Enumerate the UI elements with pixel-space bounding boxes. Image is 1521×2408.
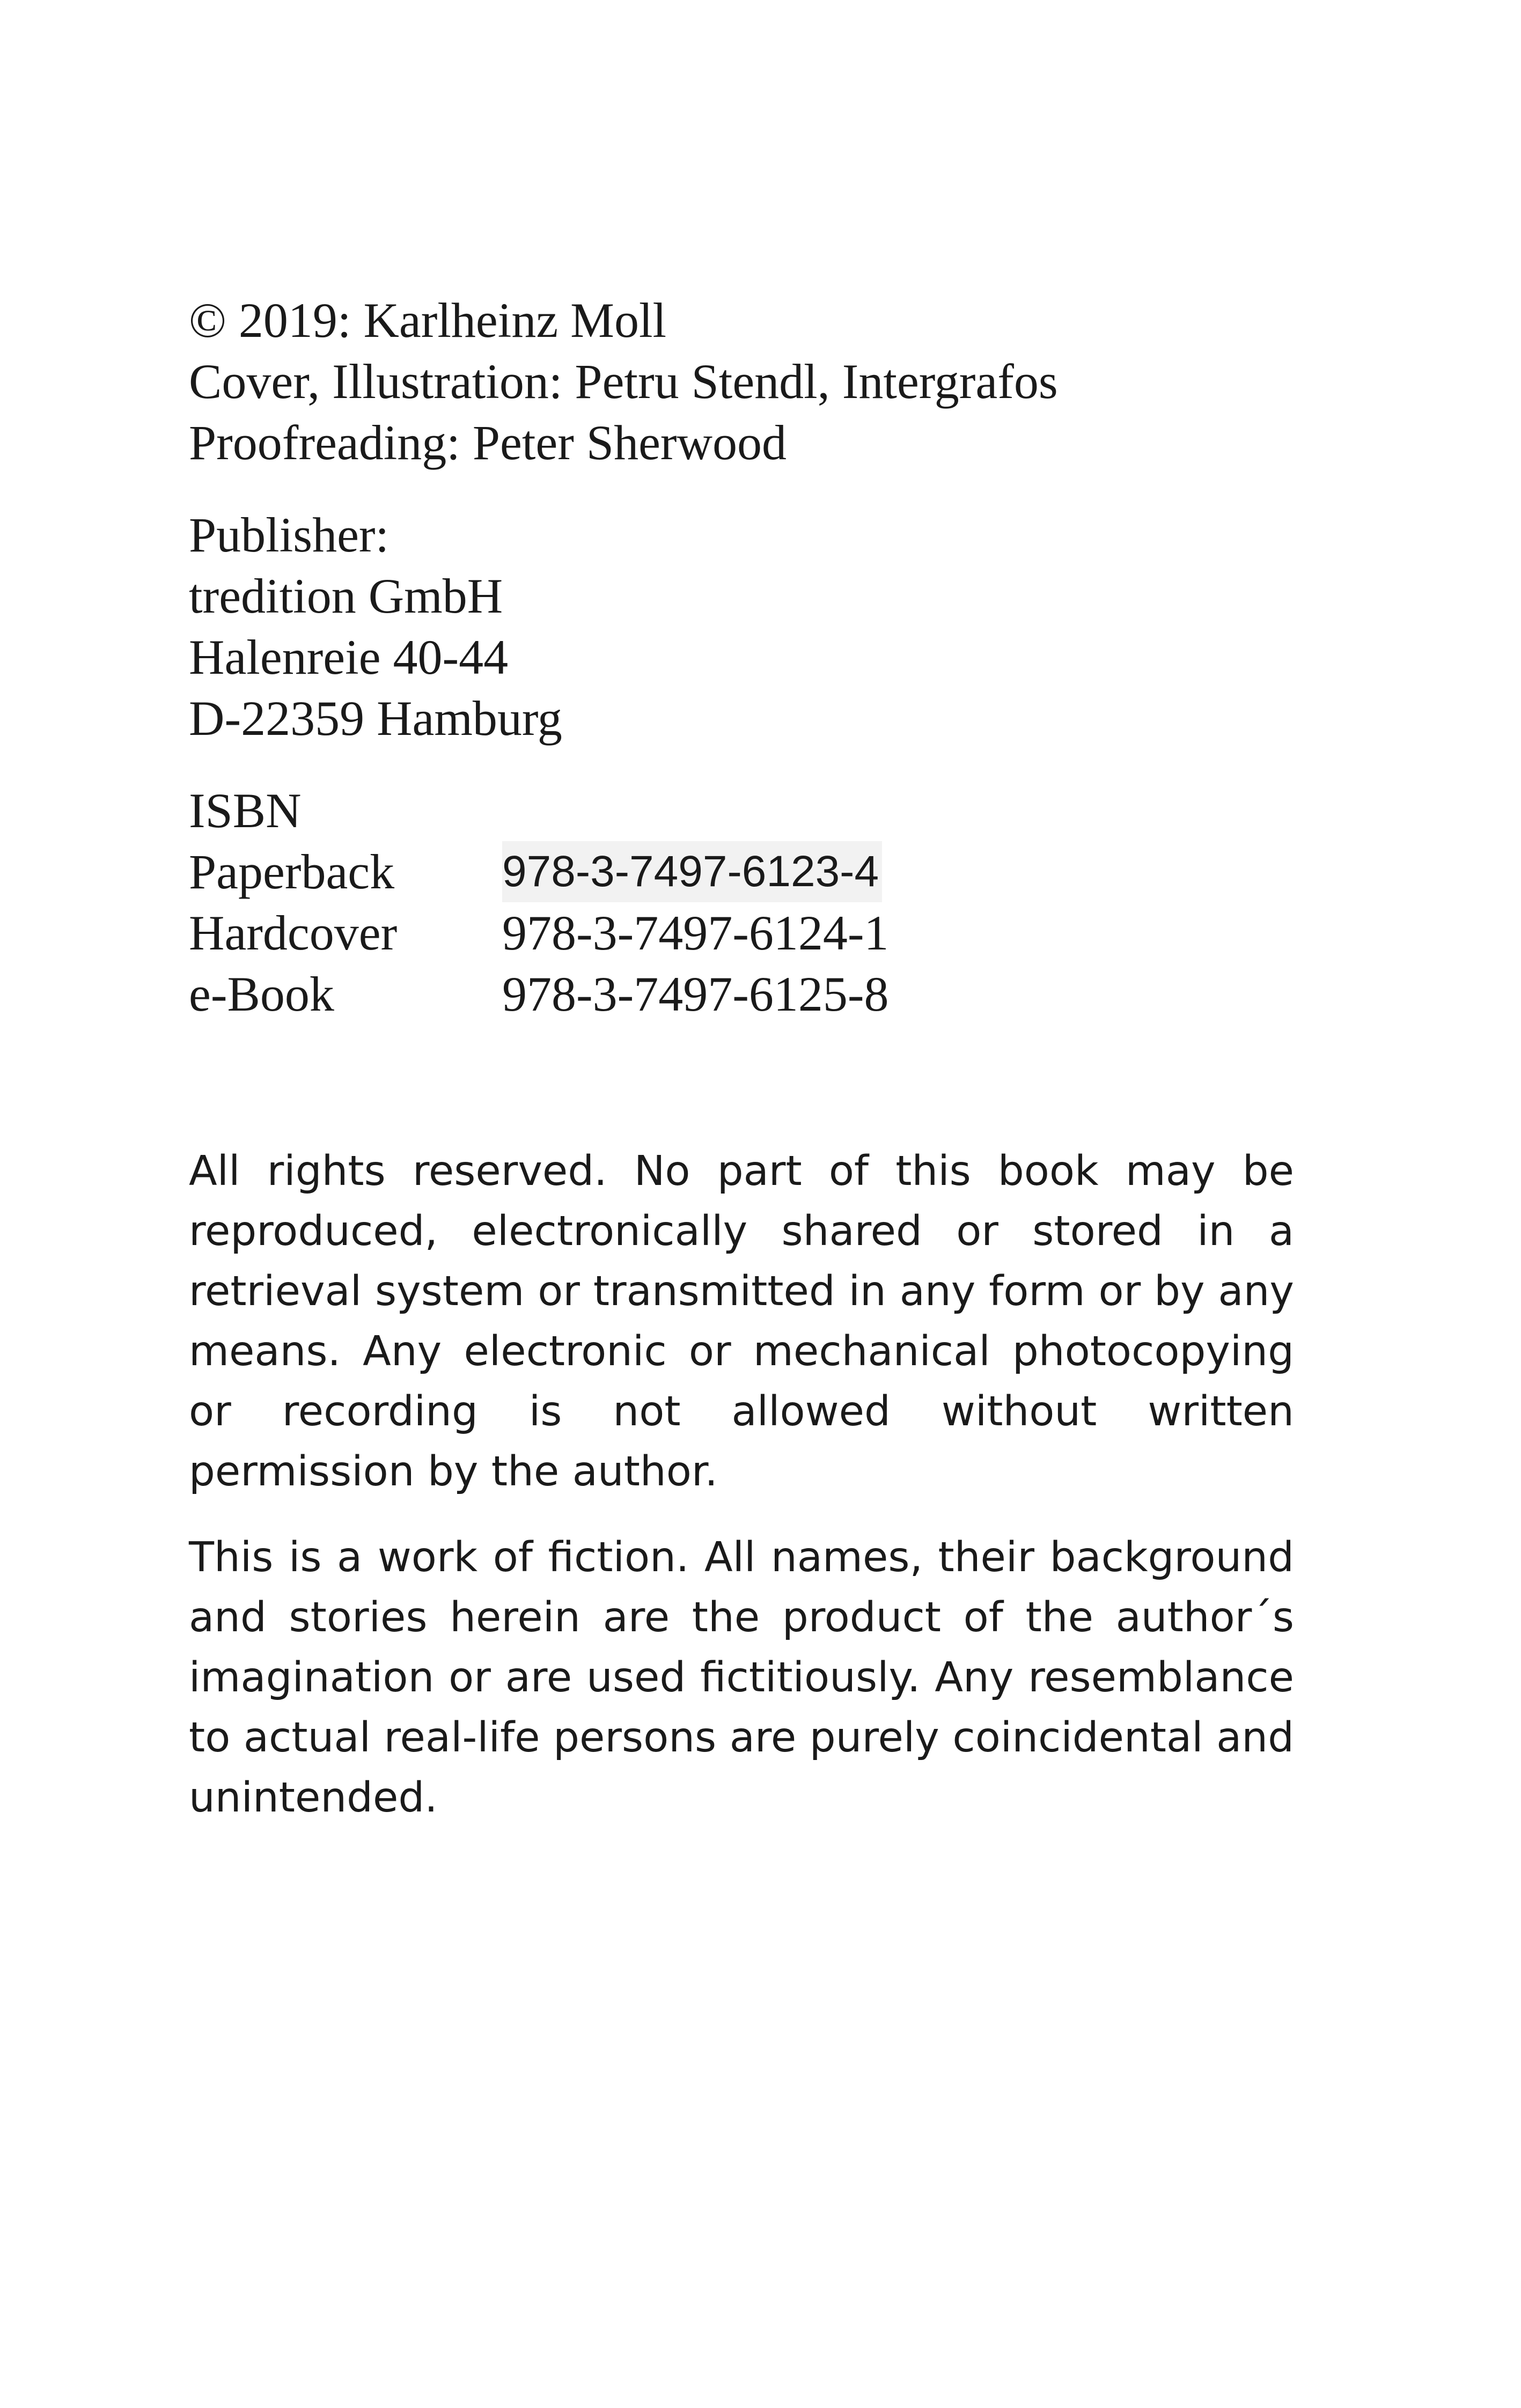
legal-notice bbox=[189, 1142, 1294, 1828]
isbn-number: 978-3-7497-6125-8 bbox=[502, 967, 889, 1021]
isbn-number: 978-3-7497-6124-1 bbox=[502, 905, 889, 960]
isbn-heading: ISBN bbox=[189, 783, 302, 838]
isbn-block bbox=[189, 780, 1294, 1025]
proofreading-credit-line: Proofreading: Peter Sherwood bbox=[189, 415, 787, 470]
isbn-number: 978-3-7497-6123-4 bbox=[502, 841, 882, 902]
isbn-row-paperback bbox=[189, 841, 1294, 902]
publisher-name: tredition GmbH bbox=[189, 569, 503, 623]
fiction-disclaimer-paragraph: This is a work of fiction. All names, their background and stories herein are the product of the author´s imagination or are used fictitiously. Any resemblance to actual real-life persons are purely coincidental and unintended. bbox=[189, 1534, 1294, 1822]
cover-credit-line: Cover, Illustration: Petru Stendl, Intergrafos bbox=[189, 354, 1058, 409]
imprint-page bbox=[189, 290, 1294, 1025]
isbn-format-label: e-Book bbox=[189, 967, 334, 1021]
isbn-format-label: Hardcover bbox=[189, 905, 398, 960]
publisher-city: D-22359 Hamburg bbox=[189, 691, 562, 746]
rights-paragraph: All rights reserved. No part of this book may be reproduced, electronically shared or stored in a retrieval system or transmitted in any form or by any means. Any electronic or mechanical photocopying or recording is not allowed without written permission by the author. bbox=[189, 1147, 1294, 1496]
isbn-row-hardcover bbox=[189, 902, 1294, 963]
publisher-heading: Publisher: bbox=[189, 507, 390, 562]
isbn-format-label: Paperback bbox=[189, 844, 395, 899]
copyright-line: © 2019: Karlheinz Moll bbox=[189, 293, 667, 348]
isbn-row-ebook bbox=[189, 963, 1294, 1025]
credits-block bbox=[189, 290, 1294, 473]
publisher-street: Halenreie 40-44 bbox=[189, 630, 509, 684]
publisher-block bbox=[189, 504, 1294, 749]
